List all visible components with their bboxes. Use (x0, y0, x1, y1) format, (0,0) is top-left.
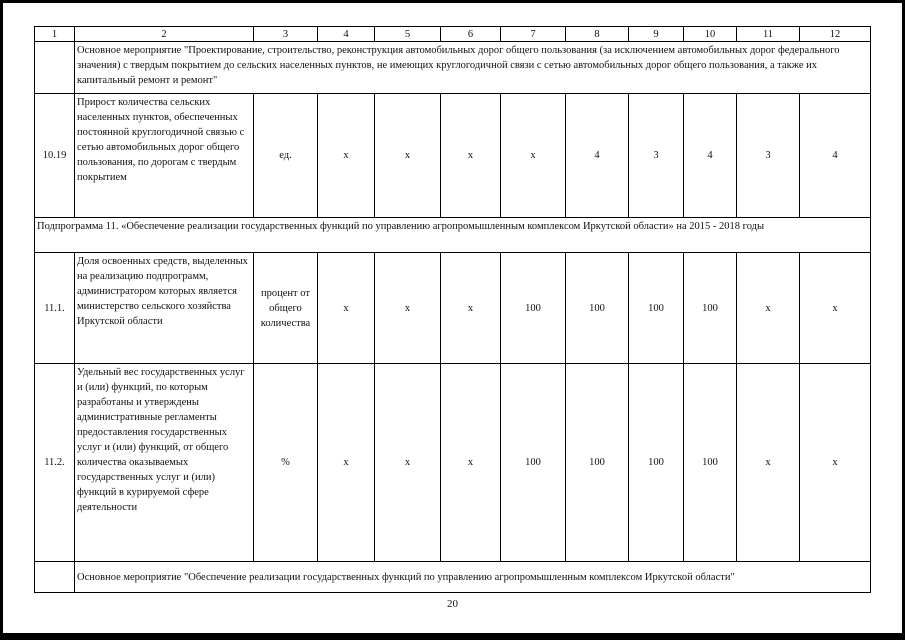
value-cell: x (501, 94, 566, 218)
value-cell: x (318, 94, 375, 218)
column-header: 7 (501, 27, 566, 42)
main-event-row (35, 562, 871, 593)
unit-cell: % (254, 364, 318, 562)
column-number-row (35, 27, 871, 42)
subprogram-row (35, 218, 871, 253)
page-frame-left (0, 0, 3, 640)
value-cell: 3 (737, 94, 800, 218)
value-cell: x (800, 364, 871, 562)
empty-cell (35, 562, 75, 593)
column-header: 9 (629, 27, 684, 42)
value-cell: x (375, 94, 441, 218)
table-row (35, 364, 871, 562)
table-row (35, 94, 871, 218)
column-header: 12 (800, 27, 871, 42)
column-header: 5 (375, 27, 441, 42)
page-frame-bottom (0, 633, 905, 640)
row-number: 11.2. (35, 364, 75, 562)
unit-cell: процент от общего количества (254, 253, 318, 364)
value-cell: x (318, 253, 375, 364)
value-cell: x (318, 364, 375, 562)
value-cell: x (375, 253, 441, 364)
column-header: 10 (684, 27, 737, 42)
column-header: 2 (75, 27, 254, 42)
value-cell: 100 (566, 253, 629, 364)
value-cell: 4 (800, 94, 871, 218)
value-cell: x (441, 253, 501, 364)
value-cell: 4 (684, 94, 737, 218)
value-cell: x (441, 94, 501, 218)
value-cell: 4 (566, 94, 629, 218)
row-number: 11.1. (35, 253, 75, 364)
value-cell: 100 (501, 364, 566, 562)
main-event-row (35, 42, 871, 94)
value-cell: x (800, 253, 871, 364)
value-cell: 100 (501, 253, 566, 364)
value-cell: x (737, 364, 800, 562)
indicator-name: Удельный вес государственных услуг и (или) функций, по которым разработаны и утверждены административные регламенты предоставления государственных услуг и (или) функций, от общего количества оказываемых государственных услуг и (или) функций в курируемой сфере деятельности (75, 364, 254, 562)
column-header: 6 (441, 27, 501, 42)
column-header: 11 (737, 27, 800, 42)
indicator-name: Прирост количества сельских населенных пунктов, обеспеченных постоянной круглогодичной связью с сетью автомобильных дорог общего пользования, по дорогам с твердым покрытием (75, 94, 254, 218)
value-cell: x (441, 364, 501, 562)
value-cell: 100 (684, 364, 737, 562)
indicators-table (34, 26, 871, 593)
subprogram-title: Подпрограмма 11. «Обеспечение реализации государственных функций по управлению агропромышленным комплексом Иркутской области» на 2015 - 2018 годы (35, 218, 871, 253)
column-header: 8 (566, 27, 629, 42)
value-cell: 100 (684, 253, 737, 364)
unit-cell: ед. (254, 94, 318, 218)
value-cell: 100 (629, 364, 684, 562)
page-frame-top (0, 0, 905, 3)
value-cell: 100 (629, 253, 684, 364)
empty-cell (35, 42, 75, 94)
column-header: 1 (35, 27, 75, 42)
row-number: 10.19 (35, 94, 75, 218)
main-event-title: Основное мероприятие "Обеспечение реализации государственных функций по управлению агропромышленным комплексом Иркутской области" (75, 562, 871, 593)
indicator-name: Доля освоенных средств, выделенных на реализацию подпрограмм, администратором которых является министерство сельского хозяйства Иркутской области (75, 253, 254, 364)
value-cell: x (375, 364, 441, 562)
table-row (35, 253, 871, 364)
column-header: 3 (254, 27, 318, 42)
value-cell: 3 (629, 94, 684, 218)
value-cell: x (737, 253, 800, 364)
column-header: 4 (318, 27, 375, 42)
value-cell: 100 (566, 364, 629, 562)
main-event-title: Основное мероприятие "Проектирование, строительство, реконструкция автомобильных дорог общего пользования (за исключением автомобильных дорог федерального значения) с твердым покрытием до сельских населенных пунктов, не имеющих круглогодичной связи с сетью автомобильных дорог общего пользования, а также их капитальный ремонт и ремонт" (75, 42, 871, 94)
page-number: 20 (447, 598, 458, 610)
